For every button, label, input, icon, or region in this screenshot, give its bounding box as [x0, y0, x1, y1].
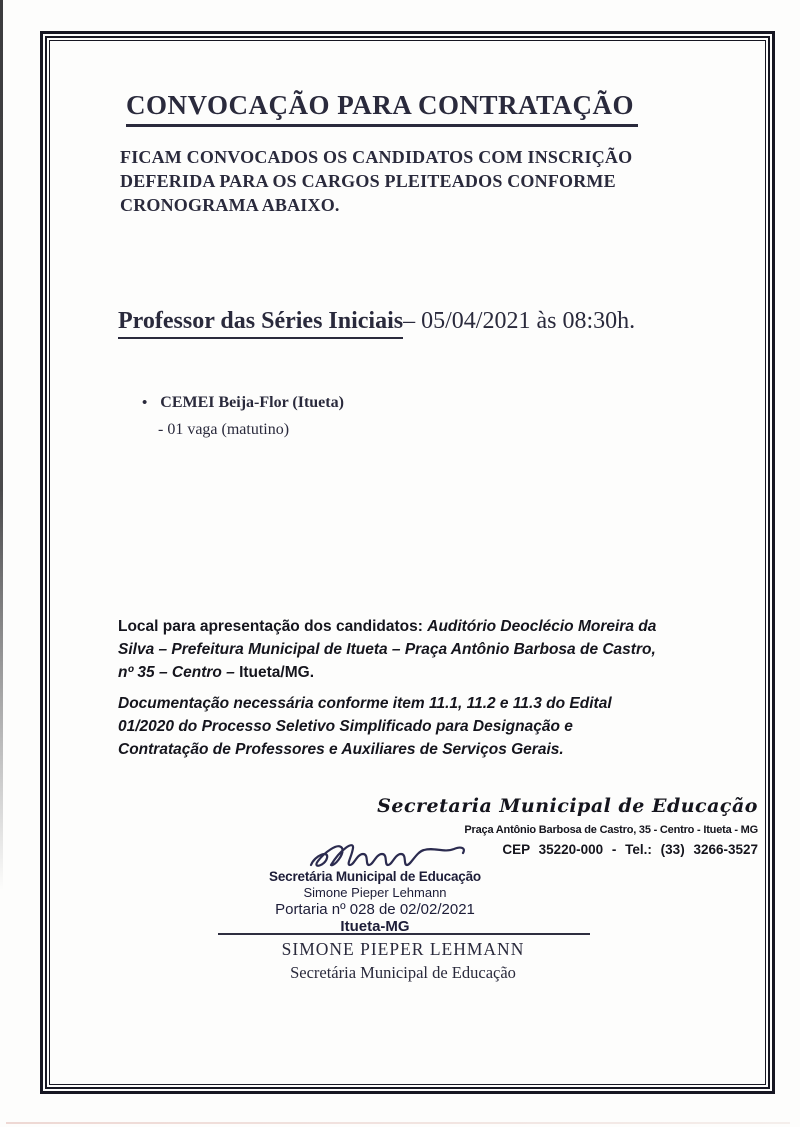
intro-line: CRONOGRAMA ABAIXO.	[120, 195, 340, 215]
document-title	[126, 90, 638, 127]
document-title-text: CONVOCAÇÃO PARA CONTRATAÇÃO	[126, 90, 638, 127]
vacancy-list-item	[142, 394, 344, 439]
documentation-line: Contratação de Professores e Auxiliares de Serviços Gerais.	[118, 741, 564, 758]
documentation-paragraph	[118, 692, 612, 761]
official-stamp-block	[240, 869, 510, 935]
location-line	[118, 661, 656, 684]
documentation-line: 01/2020 do Processo Seletivo Simplificado para Designação e	[118, 718, 573, 735]
schedule-datetime: – 05/04/2021 às 08:30h.	[403, 308, 636, 334]
documentation-line: Documentação necessária conforme item 11.1, 11.2 e 11.3 do Edital	[118, 695, 612, 712]
signatory-name: SIMONE PIEPER LEHMANN	[281, 939, 525, 959]
vacancy-school-name: CEMEI Beija-Flor (Itueta)	[160, 394, 344, 411]
letterhead-cep-phone: CEP 35220-000 - Tel.: (33) 3266-3527	[502, 842, 758, 857]
intro-line: FICAM CONVOCADOS OS CANDIDATOS COM INSCRIÇÃO	[120, 147, 633, 167]
intro-line: DEFERIDA PARA OS CARGOS PLEITEADOS CONFORME	[120, 171, 616, 191]
bullet-icon: •	[142, 395, 148, 411]
signatory-block	[168, 939, 638, 983]
letterhead-org-name: Secretaria Municipal de Educação	[377, 795, 758, 817]
job-role-title: Professor das Séries Iniciais	[118, 308, 403, 339]
vacancy-detail: - 01 vaga (matutino)	[158, 421, 290, 438]
vacancy-school-row	[142, 394, 344, 412]
intro-paragraph	[120, 145, 632, 217]
schedule-heading	[118, 308, 635, 339]
location-paragraph	[118, 615, 656, 684]
letterhead-address: Praça Antônio Barbosa de Castro, 35 - Centro - Itueta - MG	[464, 824, 758, 836]
stamp-name: Simone Pieper Lehmann	[303, 885, 447, 900]
location-line: Silva – Prefeitura Municipal de Itueta – Praça Antônio Barbosa de Castro,	[118, 641, 656, 658]
stamp-role: Secretária Municipal de Educação	[269, 869, 481, 884]
signature-line	[218, 933, 590, 935]
location-line	[118, 615, 656, 638]
stamp-city: Itueta-MG	[340, 918, 410, 935]
signatory-role: Secretária Municipal de Educação	[290, 963, 516, 982]
location-city: Itueta/MG.	[239, 664, 315, 681]
location-address-end: nº 35 – Centro –	[118, 664, 240, 681]
stamp-ordinance: Portaria nº 028 de 02/02/2021	[275, 901, 475, 918]
scan-left-edge-artifact	[0, 0, 3, 890]
scan-bottom-edge-artifact	[6, 1122, 790, 1124]
location-label: Local para apresentação dos candidatos:	[118, 618, 428, 635]
location-venue: Auditório Deoclécio Moreira da	[427, 618, 657, 635]
